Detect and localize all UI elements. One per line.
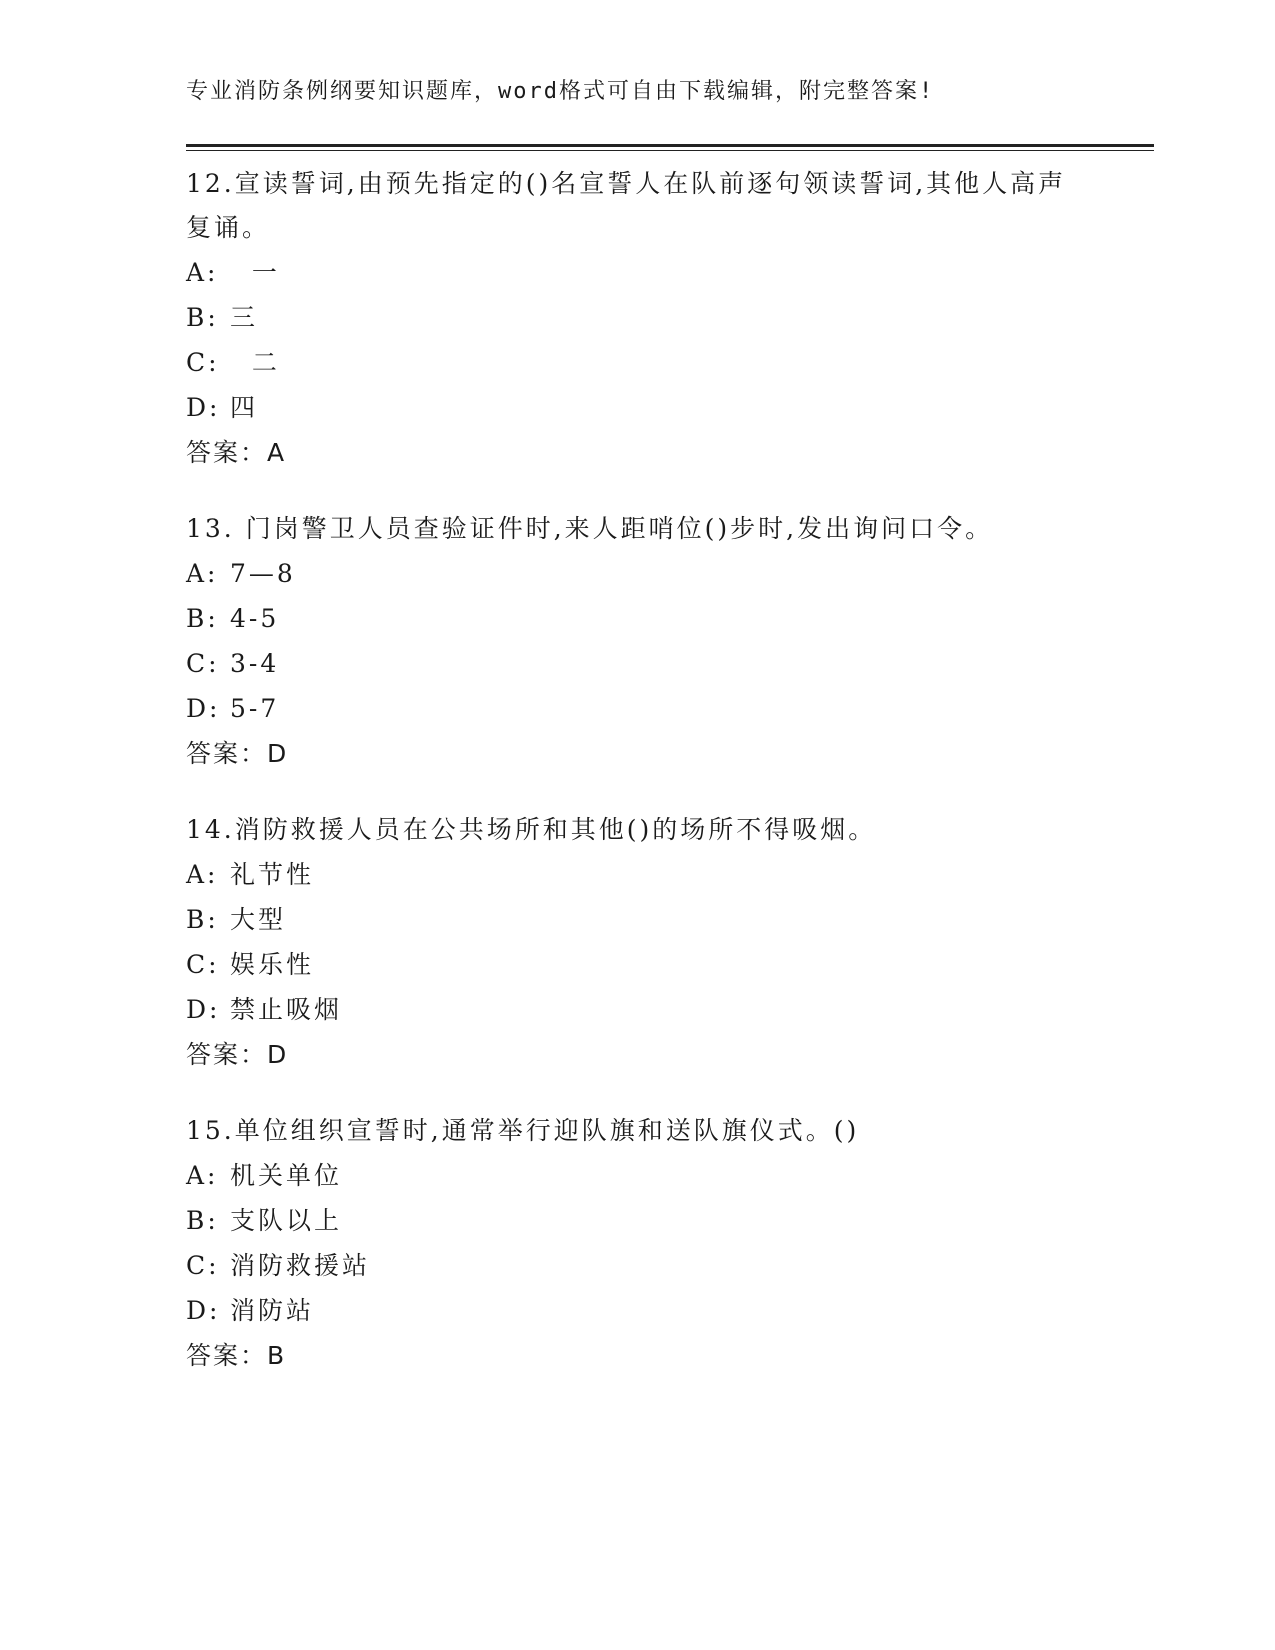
question-12 bbox=[186, 162, 1086, 475]
answer-line: 答案：A bbox=[186, 438, 287, 467]
option-text: 3-4 bbox=[230, 649, 280, 678]
option-text: 礼节性 bbox=[230, 860, 315, 889]
option-c bbox=[186, 1243, 1086, 1288]
answer-line: 答案：B bbox=[186, 1341, 287, 1370]
question-stem: 12.宣读誓词,由预先指定的()名宣誓人在队前逐句领读誓词,其他人高声复诵。 bbox=[186, 169, 1067, 242]
option-text: 大型 bbox=[230, 905, 287, 934]
option-key: C: bbox=[186, 1251, 220, 1280]
option-d bbox=[186, 1288, 1086, 1333]
option-text: 消防站 bbox=[230, 1296, 315, 1325]
option-key: C: bbox=[186, 348, 220, 377]
option-key: A: bbox=[186, 258, 219, 287]
option-key: C: bbox=[186, 950, 220, 979]
option-text: 7—8 bbox=[230, 559, 296, 588]
option-text: 支队以上 bbox=[230, 1206, 343, 1235]
option-b bbox=[186, 295, 1086, 340]
option-a bbox=[186, 250, 1086, 295]
option-key: D: bbox=[186, 393, 221, 422]
option-b bbox=[186, 596, 1086, 641]
option-key: A: bbox=[186, 860, 219, 889]
option-d bbox=[186, 686, 1086, 731]
question-stem: 13. 门岗警卫人员查验证件时,来人距哨位()步时,发出询问口令。 bbox=[186, 514, 994, 543]
option-key: D: bbox=[186, 694, 221, 723]
option-text: 一 bbox=[230, 258, 280, 287]
header-divider-thin bbox=[186, 150, 1154, 151]
option-c bbox=[186, 641, 1086, 686]
option-key: A: bbox=[186, 1161, 219, 1190]
option-key: B: bbox=[186, 604, 219, 633]
option-key: B: bbox=[186, 303, 219, 332]
header-divider-thick bbox=[186, 144, 1154, 147]
question-stem: 14.消防救援人员在公共场所和其他()的场所不得吸烟。 bbox=[186, 815, 877, 844]
option-text: 消防救援站 bbox=[230, 1251, 371, 1280]
answer-line: 答案：D bbox=[186, 1040, 289, 1069]
answer-line: 答案：D bbox=[186, 739, 289, 768]
option-c bbox=[186, 942, 1086, 987]
option-text: 4-5 bbox=[230, 604, 280, 633]
question-list bbox=[186, 162, 1086, 1410]
option-a bbox=[186, 1153, 1086, 1198]
option-key: D: bbox=[186, 995, 221, 1024]
option-key: A: bbox=[186, 559, 219, 588]
option-key: D: bbox=[186, 1296, 221, 1325]
option-text: 机关单位 bbox=[230, 1161, 343, 1190]
option-b bbox=[186, 897, 1086, 942]
option-d bbox=[186, 987, 1086, 1032]
option-b bbox=[186, 1198, 1086, 1243]
option-d bbox=[186, 385, 1086, 430]
option-a bbox=[186, 852, 1086, 897]
option-key: C: bbox=[186, 649, 220, 678]
option-a bbox=[186, 551, 1086, 596]
question-14 bbox=[186, 808, 1086, 1077]
option-text: 禁止吸烟 bbox=[230, 995, 343, 1024]
page-header: 专业消防条例纲要知识题库，word格式可自由下载编辑，附完整答案! bbox=[186, 79, 935, 104]
question-13 bbox=[186, 507, 1086, 776]
option-text: 四 bbox=[230, 393, 259, 422]
option-text: 5-7 bbox=[230, 694, 280, 723]
option-text: 三 bbox=[230, 303, 259, 332]
question-15 bbox=[186, 1109, 1086, 1378]
option-text: 娱乐性 bbox=[230, 950, 315, 979]
question-stem: 15.单位组织宣誓时,通常举行迎队旗和送队旗仪式。() bbox=[186, 1116, 860, 1145]
option-key: B: bbox=[186, 1206, 219, 1235]
option-key: B: bbox=[186, 905, 219, 934]
option-text: 二 bbox=[230, 348, 280, 377]
option-c bbox=[186, 340, 1086, 385]
